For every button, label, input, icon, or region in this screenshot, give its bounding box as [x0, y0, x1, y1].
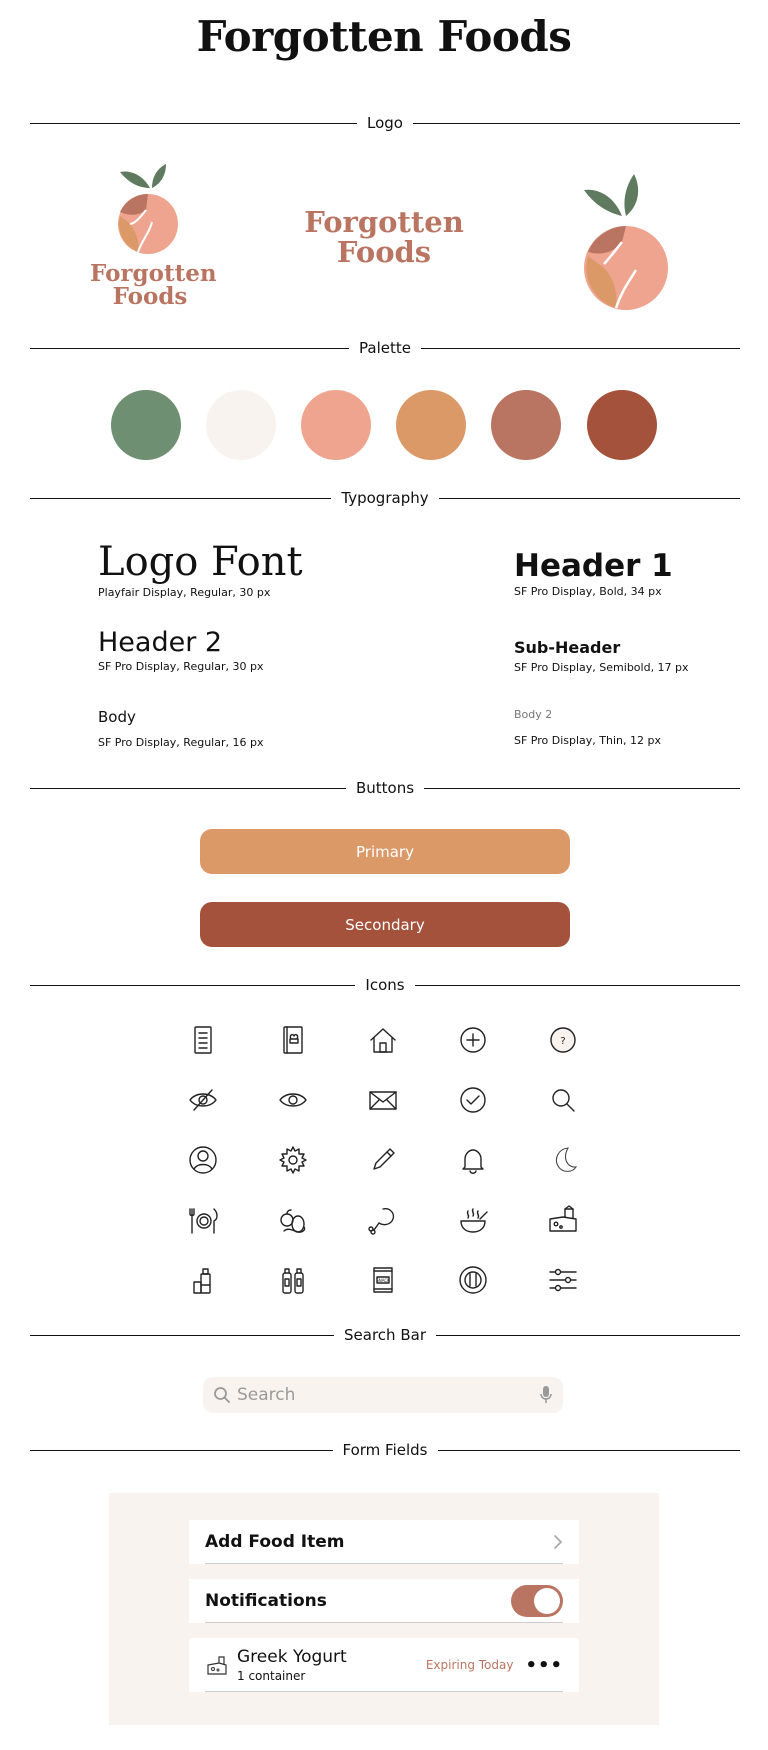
soup-bowl-icon[interactable]	[453, 1200, 493, 1240]
section-header-logo	[30, 113, 740, 133]
expiry-status: Expiring Today	[425, 1658, 514, 1672]
primary-button[interactable]: Primary	[200, 829, 570, 874]
section-header-form-fields: Form Fields	[30, 1440, 740, 1460]
more-options-icon[interactable]: •••	[525, 1654, 563, 1676]
check-circle-icon[interactable]	[453, 1080, 493, 1120]
filter-sliders-icon[interactable]	[543, 1260, 583, 1300]
secondary-button[interactable]: Secondary	[200, 902, 570, 947]
swatch-rust	[587, 390, 657, 460]
swatch-cream	[206, 390, 276, 460]
type-body2: Body 2 SF Pro Display, Thin, 12 px	[514, 708, 661, 748]
profile-icon[interactable]	[183, 1140, 223, 1180]
plate-icon[interactable]	[453, 1260, 493, 1300]
section-header-palette: Palette	[30, 338, 740, 358]
microphone-icon[interactable]	[539, 1385, 553, 1405]
bell-icon[interactable]	[453, 1140, 493, 1180]
food-item-name: Greek Yogurt	[237, 1647, 347, 1667]
section-label: Logo	[367, 114, 403, 132]
food-item-row[interactable]	[189, 1638, 579, 1692]
type-subheader: Sub-Header SF Pro Display, Semibold, 17 px	[514, 638, 689, 675]
notifications-label: Notifications	[205, 1591, 327, 1611]
peach-large-icon	[570, 160, 670, 310]
logo-wordmark-stacked: Forgotten Foods	[90, 260, 217, 310]
notifications-row	[189, 1579, 579, 1623]
logo-mark	[570, 160, 670, 310]
mail-icon[interactable]	[363, 1080, 403, 1120]
help-circle-icon[interactable]	[543, 1020, 583, 1060]
search-icon	[213, 1386, 231, 1404]
add-food-item-label: Add Food Item	[205, 1532, 345, 1552]
add-food-item-row[interactable]	[189, 1520, 579, 1564]
search-input[interactable]: Search	[237, 1385, 296, 1405]
page-title: Forgotten Foods	[196, 12, 572, 61]
svg-text:SNACK: SNACK	[376, 1277, 390, 1283]
search-icon[interactable]	[543, 1080, 583, 1120]
dairy-icon[interactable]	[543, 1200, 583, 1240]
document-list-icon[interactable]	[183, 1020, 223, 1060]
eye-icon[interactable]	[273, 1080, 313, 1120]
type-logo-font: Logo Font Playfair Display, Regular, 30 px	[98, 539, 303, 599]
food-item-quantity: 1 container	[237, 1669, 306, 1683]
swatch-sage	[111, 390, 181, 460]
swatch-peach	[301, 390, 371, 460]
produce-icon[interactable]	[273, 1200, 313, 1240]
condiments-icon[interactable]	[273, 1260, 313, 1300]
section-header-buttons: Buttons	[30, 778, 740, 798]
type-header2: Header 2 SF Pro Display, Regular, 30 px	[98, 627, 264, 673]
section-header-typography: Typography	[30, 488, 740, 508]
logo-stacked	[90, 160, 217, 315]
moon-icon[interactable]	[543, 1140, 583, 1180]
snack-icon[interactable]	[363, 1260, 403, 1300]
beverages-icon[interactable]	[183, 1260, 223, 1300]
logo-wordmark: Forgotten Foods	[304, 205, 464, 269]
home-icon[interactable]	[363, 1020, 403, 1060]
eye-off-icon[interactable]	[183, 1080, 223, 1120]
peach-mark-icon	[90, 160, 210, 260]
type-body: Body SF Pro Display, Regular, 16 px	[98, 708, 264, 749]
section-header-icons: Icons	[30, 975, 740, 995]
search-bar[interactable]	[203, 1377, 563, 1413]
type-header1: Header 1 SF Pro Display, Bold, 34 px	[514, 548, 673, 599]
add-circle-icon[interactable]	[453, 1020, 493, 1060]
pencil-icon[interactable]	[363, 1140, 403, 1180]
chevron-right-icon	[553, 1534, 563, 1550]
section-header-search-bar: Search Bar	[30, 1325, 740, 1345]
swatch-apricot	[396, 390, 466, 460]
dining-icon[interactable]	[183, 1200, 223, 1240]
settings-icon[interactable]	[273, 1140, 313, 1180]
meat-icon[interactable]	[363, 1200, 403, 1240]
svg-text:?: ?	[560, 1036, 566, 1047]
dairy-icon	[205, 1653, 229, 1677]
swatch-rose-brown	[491, 390, 561, 460]
notifications-toggle[interactable]	[511, 1585, 563, 1617]
recipe-book-icon[interactable]	[273, 1020, 313, 1060]
